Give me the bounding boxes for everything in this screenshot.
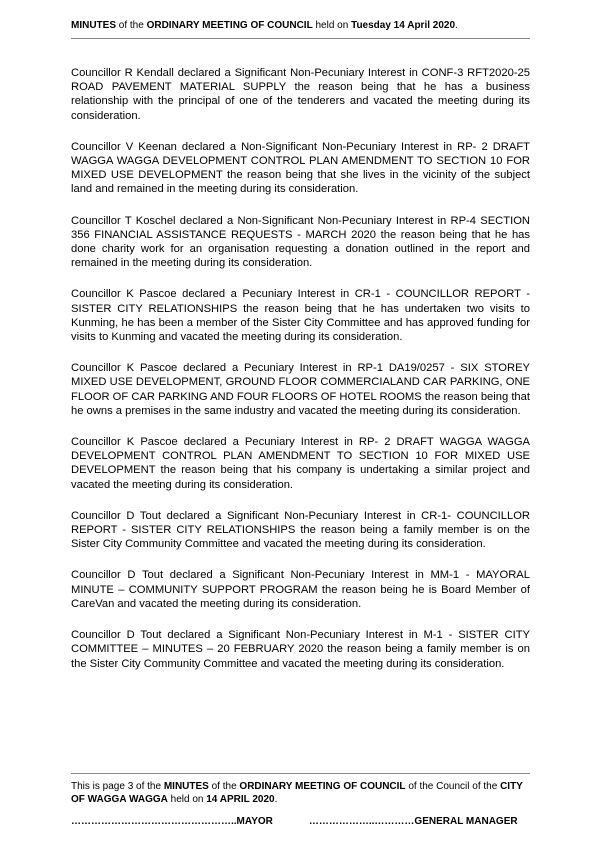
header-of-the: of the: [116, 20, 147, 31]
page-header: [71, 20, 531, 32]
declaration-paragraph: Councillor K Pascoe declared a Pecuniary Interest in CR-1 - COUNCILLOR REPORT - SISTER CITY RELATIONSHIPS the reason being that he has undertaken two visits to Kunming, he has been a member of the Sister City Committee and has approved funding for visits to Kunming and vacated the meeting during its consideration.: [71, 288, 530, 344]
general-manager-signature-line: ………………..…………GENERAL MANAGER: [308, 816, 518, 827]
footer-minutes: MINUTES: [163, 781, 209, 792]
footer-of-council: of the Council of the: [405, 781, 501, 792]
header-meeting: ORDINARY MEETING OF COUNCIL: [146, 20, 313, 31]
declaration-paragraph: Councillor R Kendall declared a Significant Non-Pecuniary Interest in CONF-3 RFT2020-25 ROAD PAVEMENT MATERIAL SUPPLY the reason being that he has a business relationship with the principal of one of the tenderers and vacated the meeting during its consideration.: [71, 67, 530, 122]
mayor-signature-line: …………………………………………..MAYOR: [71, 816, 273, 827]
footer-meeting: ORDINARY MEETING OF COUNCIL: [239, 781, 406, 792]
footer-divider: [71, 773, 530, 774]
footer-held-on: held on: [167, 793, 207, 805]
footer-of-the: of the: [208, 781, 240, 792]
header-divider: [71, 38, 530, 39]
footer-date: 14 APRIL 2020: [206, 793, 275, 805]
declaration-paragraph: Councillor T Koschel declared a Non-Significant Non-Pecuniary Interest in RP-4 SECTION 356 FINANCIAL ASSISTANCE REQUESTS - MARCH 2020 the reason being that he has done charity work for an organisation requesting a donation outlined in the report and remained in the meeting during its consideration.: [71, 214, 530, 270]
header-held-on: held on: [312, 20, 352, 31]
declaration-paragraph: Councillor D Tout declared a Significant Non-Pecuniary Interest in CR-1- COUNCILLOR REPORT - SISTER CITY RELATIONSHIPS the reason being a family member is on the Sister City Community Committee and vacated the meeting during its consideration.: [71, 509, 530, 551]
footer-city: CITY OF WAGGA WAGGA: [71, 781, 523, 805]
declaration-paragraph: Councillor D Tout declared a Significant Non-Pecuniary Interest in M-1 - SISTER CITY COMMITTEE – MINUTES – 20 FEBRUARY 2020 the reason being a family member is on the Sister City Community Committee and vacated the meeting during its consideration.: [71, 629, 530, 670]
page-footer: [71, 781, 530, 806]
header-end: .: [455, 20, 458, 31]
signature-lines: [71, 816, 530, 828]
declarations-body: [71, 66, 530, 688]
footer-prefix: This is page 3 of the: [71, 781, 164, 792]
header-minutes: MINUTES: [71, 20, 116, 31]
declaration-paragraph: Councillor V Keenan declared a Non-Significant Non-Pecuniary Interest in RP- 2 DRAFT WAGGA WAGGA DEVELOPMENT CONTROL PLAN AMENDMENT TO SECTION 10 FOR MIXED USE DEVELOPMENT the reason being that she lives in the vicinity of the subject land and remained in the meeting during its consideration.: [71, 140, 530, 196]
header-date: Tuesday 14 April 2020: [351, 20, 456, 31]
declaration-paragraph: Councillor D Tout declared a Significant Non-Pecuniary Interest in MM-1 - MAYORAL MINUTE – COMMUNITY SUPPORT PROGRAM the reason being he is Board Member of CareVan and vacated the meeting during its consideration.: [71, 569, 530, 610]
footer-end: .: [274, 793, 278, 805]
declaration-paragraph: Councillor K Pascoe declared a Pecuniary Interest in RP-1 DA19/0257 - SIX STOREY MIXED USE DEVELOPMENT, GROUND FLOOR COMMERCIALAND CAR PARKING, ONE FLOOR OF CAR PARKING AND FOUR FLOORS OF HOTEL ROOMS the reason being that he owns a premises in the same industry and vacated the meeting during its consideration.: [71, 362, 530, 417]
declaration-paragraph: Councillor K Pascoe declared a Pecuniary Interest in RP- 2 DRAFT WAGGA WAGGA DEVELOPMENT CONTROL PLAN AMENDMENT TO SECTION 10 FOR MIXED USE DEVELOPMENT the reason being that his company is undertaking a similar project and vacated the meeting during its consideration.: [71, 436, 530, 491]
